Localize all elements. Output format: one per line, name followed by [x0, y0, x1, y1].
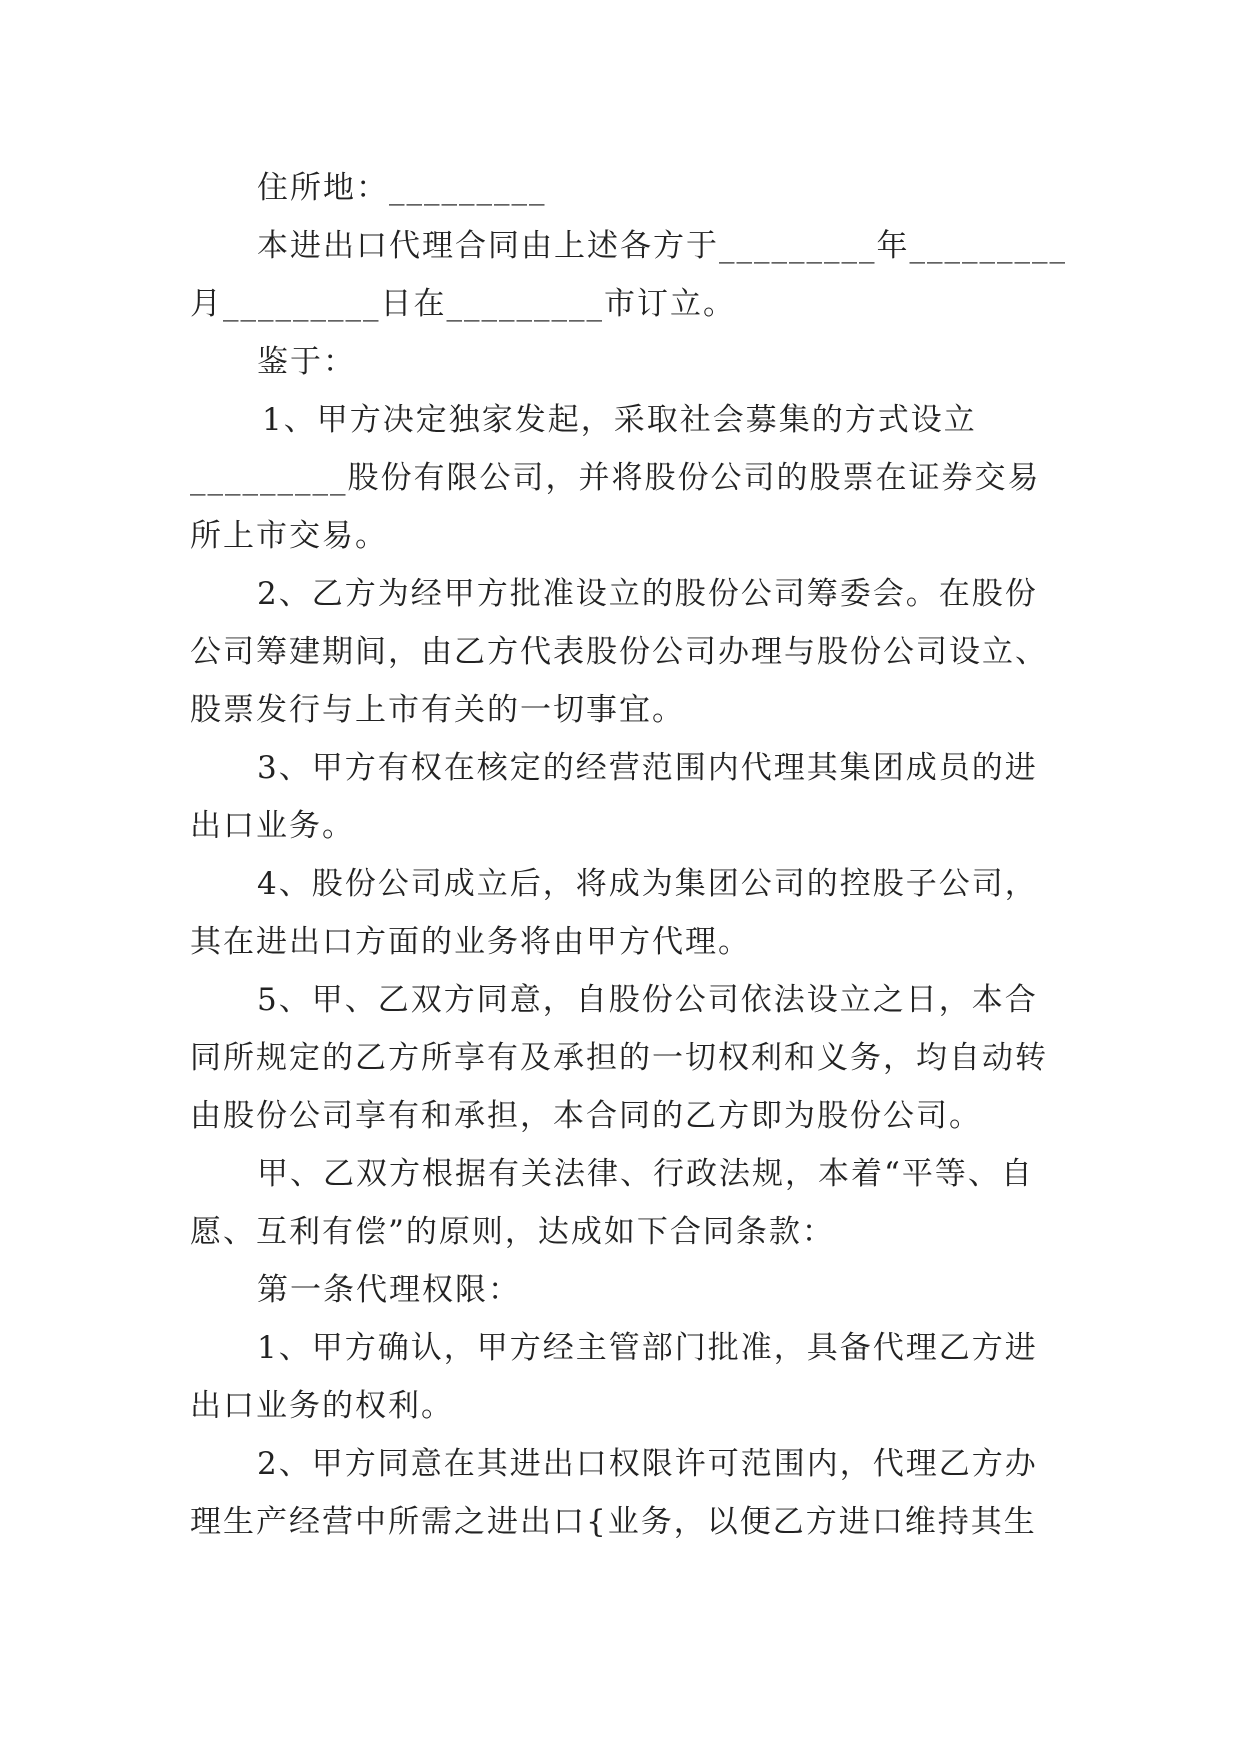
paragraph-line: 5、甲、乙双方同意，自股份公司依法设立之日，本合 [257, 982, 1038, 1018]
paragraph-line: 公司筹建期间，由乙方代表股份公司办理与股份公司设立、 [190, 634, 1048, 670]
paragraph-line: 理生产经营中所需之进出口{业务，以便乙方进口维持其生 [190, 1504, 1037, 1540]
paragraph-line: 由股份公司享有和承担，本合同的乙方即为股份公司。 [190, 1098, 982, 1134]
paragraph-line: 4、股份公司成立后，将成为集团公司的控股子公司， [257, 866, 1038, 902]
paragraph-line: 2、甲方同意在其进出口权限许可范围内，代理乙方办 [257, 1446, 1038, 1482]
paragraph-line: 股票发行与上市有关的一切事宜。 [190, 692, 685, 728]
article-heading: 第一条代理权限： [257, 1272, 521, 1308]
paragraph-line: 甲、乙双方根据有关法律、行政法规，本着“平等、自 [257, 1156, 1034, 1192]
paragraph-line: 同所规定的乙方所享有及承担的一切权利和义务，均自动转 [190, 1040, 1048, 1076]
paragraph-line: 其在进出口方面的业务将由甲方代理。 [190, 924, 751, 960]
paragraph-line: 愿、互利有偿”的原则，达成如下合同条款： [190, 1214, 835, 1250]
whereas-heading: 鉴于： [257, 344, 356, 380]
paragraph-line: 出口业务的权利。 [190, 1388, 454, 1424]
paragraph-line: 2、乙方为经甲方批准设立的股份公司筹委会。在股份 [257, 576, 1038, 612]
contract-date-line-2: 月_________日在_________市订立。 [190, 286, 736, 322]
contract-date-line: 本进出口代理合同由上述各方于_________年_________ [257, 228, 1067, 264]
paragraph-line: 1、甲方决定独家发起，采取社会募集的方式设立 [262, 402, 977, 438]
address-line: 住所地：_________ [257, 170, 547, 206]
paragraph-line: _________股份有限公司，并将股份公司的股票在证券交易 [190, 460, 1041, 496]
paragraph-line: 3、甲方有权在核定的经营范围内代理其集团成员的进 [257, 750, 1038, 786]
paragraph-line: 出口业务。 [190, 808, 355, 844]
paragraph-line: 所上市交易。 [190, 518, 388, 554]
paragraph-line: 1、甲方确认，甲方经主管部门批准，具备代理乙方进 [257, 1330, 1038, 1366]
